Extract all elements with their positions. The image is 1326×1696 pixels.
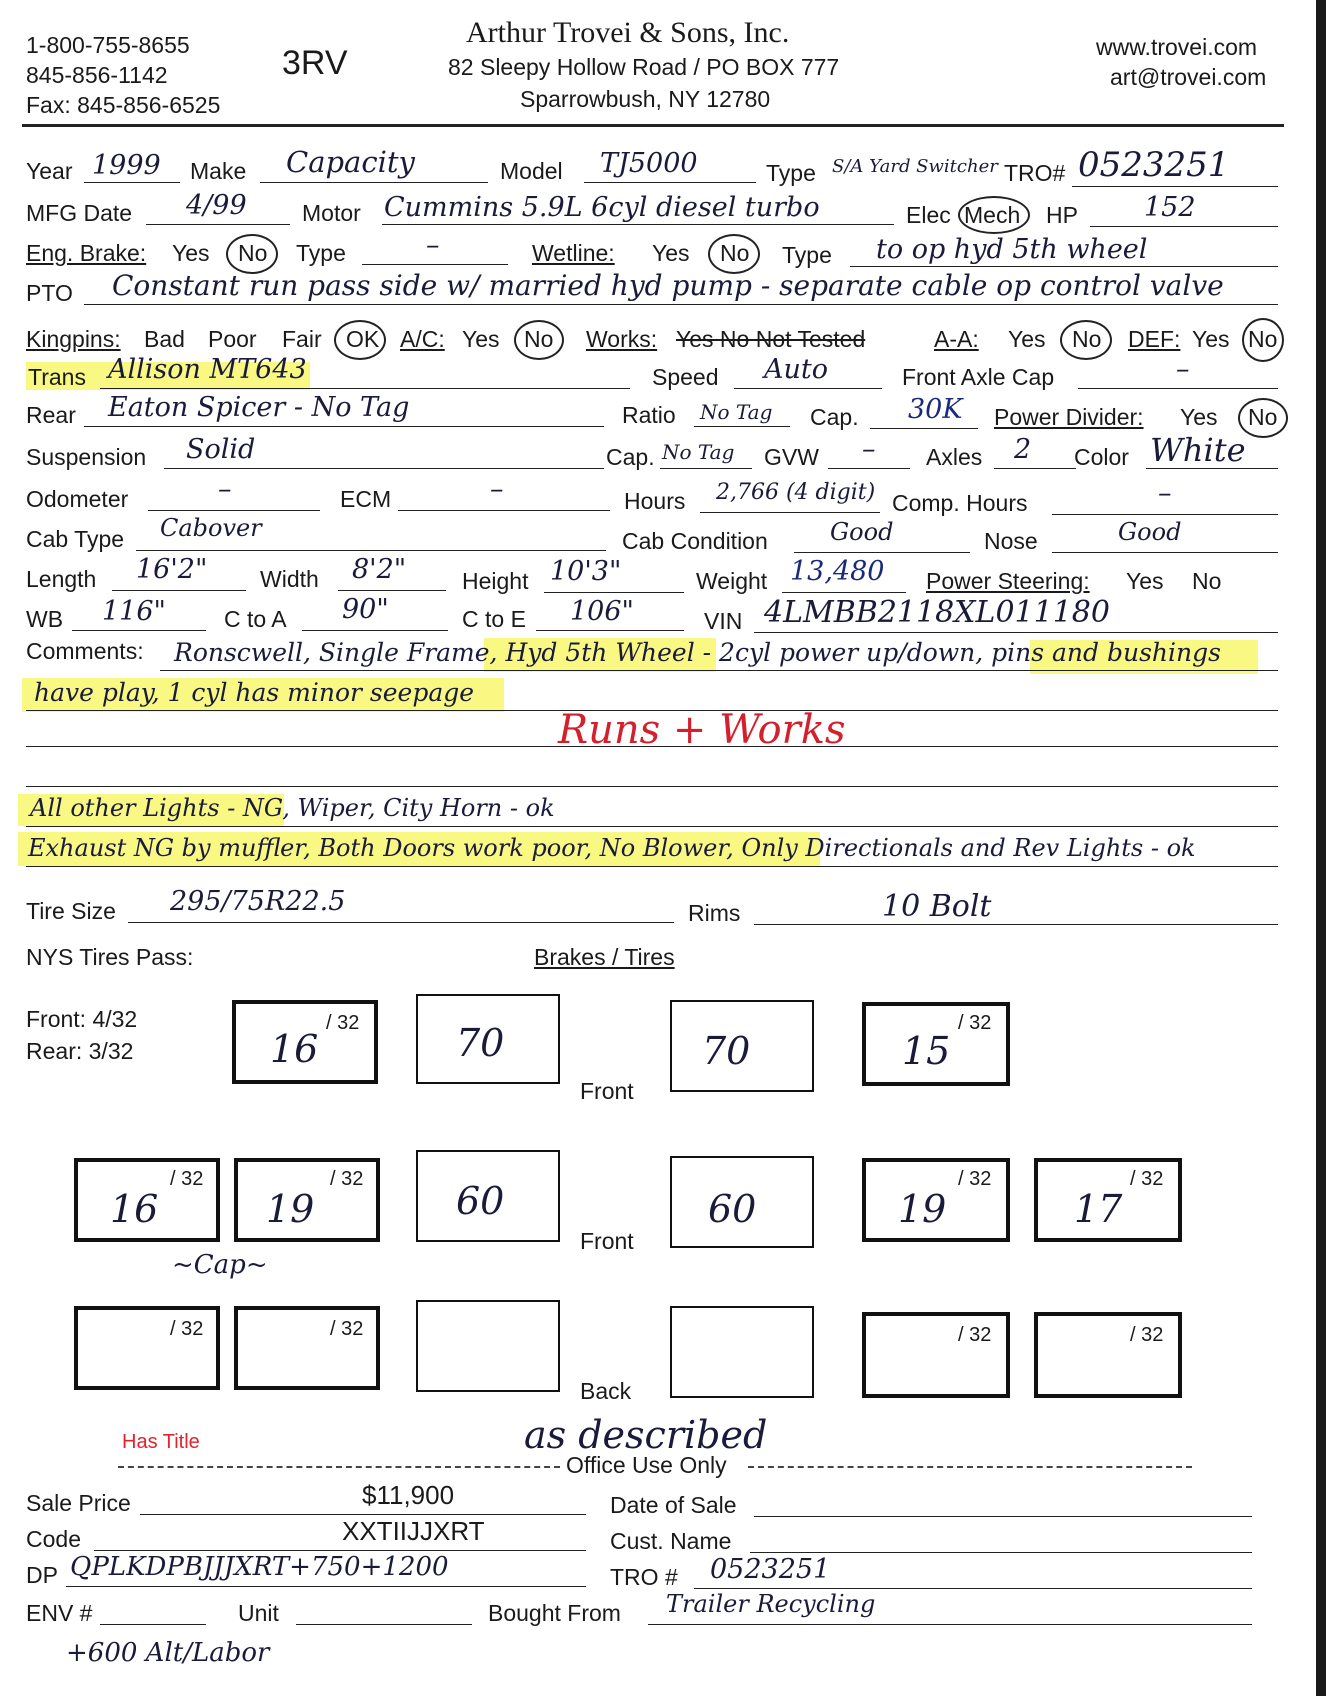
def-no: No [1248,326,1278,352]
value-eng-brake-type: – [426,230,440,261]
value-rear: Eaton Spicer - No Tag [108,392,410,423]
label-env: ENV # [26,1600,93,1626]
line-year [84,182,180,183]
line-rims [754,924,1278,925]
kingpins-bad: Bad [144,326,185,352]
label-model: Model [500,158,563,184]
value-length: 16'2" [136,554,208,585]
line-comment-1 [160,670,1278,671]
front-spec: Front: 4/32 [26,1006,138,1032]
comment-line-2: have play, 1 cyl has minor seepage [34,678,475,707]
line-tro-2 [694,1588,1252,1589]
label-weight: Weight [696,568,768,594]
value-year: 1999 [92,150,161,181]
per32-r1-c2: / 32 [958,1012,992,1034]
value-make: Capacity [286,145,415,179]
office-dash-left [118,1466,560,1468]
line-comment-6 [26,866,1278,867]
line-hp [1090,226,1278,227]
line-ratio [694,426,790,427]
comment-line-3: Runs + Works [558,707,846,753]
label-power-steering: Power Steering: [926,568,1090,594]
office-use-only: Office Use Only [566,1452,727,1478]
brake-value-r1-c2: 70 [702,1029,751,1073]
line-nose [1052,552,1278,553]
label-elec: Elec [906,202,951,228]
label-type: Type [766,160,816,186]
label-comments: Comments: [26,638,144,664]
line-length [112,590,246,591]
line-eng-brake-type [362,264,508,265]
line-rear [84,426,604,427]
line-tro [1072,186,1278,187]
line-env [100,1624,206,1625]
line-cap-2 [660,468,752,469]
value-code: XXTIIJJXRT [342,1516,485,1546]
label-wetline: Wetline: [532,240,615,266]
label-cab-condition: Cab Condition [622,528,768,554]
value-width: 8'2" [352,554,407,585]
line-weight [782,592,906,593]
power-steering-no: No [1192,568,1222,594]
email: art@trovei.com [1110,64,1267,90]
brake-value-r2-c2: 60 [708,1187,757,1231]
wetline-yes: Yes [652,240,690,266]
scan-edge [1316,0,1326,1696]
website: www.trovei.com [1096,34,1258,60]
phone-1: 1-800-755-8655 [26,32,190,58]
label-motor: Motor [302,200,361,226]
value-suspension: Solid [186,434,256,465]
line-dp [66,1586,586,1587]
label-dp: DP [26,1562,58,1588]
kingpins-poor: Poor [208,326,257,352]
line-vin [754,632,1278,633]
value-wetline-type: to op hyd 5th wheel [876,234,1148,265]
line-comment-5 [26,826,1278,827]
value-cab-type: Cabover [160,514,262,542]
line-odometer [148,510,320,511]
label-color: Color [1074,444,1129,470]
value-tire-size: 295/75R22.5 [170,886,346,917]
brake-box-r3-c2 [670,1306,814,1398]
value-c-to-e: 106" [570,596,634,627]
label-wetline-type: Type [782,242,832,268]
per32-r2-c1: / 32 [170,1168,204,1190]
wetline-no: No [720,240,750,266]
per32-r2-c2: / 32 [330,1168,364,1190]
line-cab-type [136,550,606,551]
label-eng-brake-type: Type [296,240,346,266]
line-hours [700,512,880,513]
value-motor: Cummins 5.9L 6cyl diesel turbo [384,192,820,223]
brake-box-r3-c1 [416,1300,560,1392]
value-speed: Auto [764,354,828,385]
comment-line-1: Ronscwell, Single Frame, Hyd 5th Wheel - 2cyl power up/down, pins and bushings [174,638,1221,667]
def-yes: Yes [1192,326,1230,352]
per32-r2-c4: / 32 [1130,1168,1164,1190]
value-model: TJ5000 [600,148,698,179]
label-nys-tires-pass: NYS Tires Pass: [26,944,194,970]
value-hp: 152 [1144,192,1196,223]
has-title-note: Has Title [122,1431,200,1453]
label-comp-hours: Comp. Hours [892,490,1028,516]
fax: Fax: 845-856-6525 [26,92,221,118]
office-dash-right [748,1466,1192,1468]
line-front-axle-cap [1078,388,1278,389]
line-suspension [164,468,604,469]
label-front-axle-cap: Front Axle Cap [902,364,1055,390]
comment-line-5: Exhaust NG by muffler, Both Doors work poor, No Blower, Only Directionals and Rev Lights - ok [28,834,1196,862]
label-back: Back [580,1378,632,1404]
value-sale-price: $11,900 [362,1480,455,1510]
line-cap [870,428,978,429]
value-wb: 116" [102,596,166,627]
label-rims: Rims [688,900,741,926]
eng-brake-no: No [238,240,268,266]
label-hours: Hours [624,488,686,514]
value-hours: 2,766 (4 digit) [716,480,876,505]
line-wb [72,630,206,631]
line-gvw [828,468,910,469]
per32-r3-c2: / 32 [330,1318,364,1340]
circle-ac-no [514,320,564,360]
label-kingpins: Kingpins: [26,326,121,352]
label-year: Year [26,158,73,184]
footer-note: +600 Alt/Labor [66,1638,270,1668]
label-pto: PTO [26,280,73,306]
label-power-divider: Power Divider: [994,404,1144,430]
label-unit: Unit [238,1600,279,1626]
value-ratio: No Tag [700,400,773,424]
value-tro: 0523251 [1078,145,1230,185]
label-mech: Mech [964,202,1021,228]
line-ecm [398,510,610,511]
line-sale-price [140,1514,586,1515]
line-comp-hours [1052,514,1278,515]
label-cust-name: Cust. Name [610,1528,732,1554]
tire-value-r2-c3: 19 [898,1187,947,1231]
label-bought-from: Bought From [488,1600,621,1626]
line-make [260,182,488,183]
line-code [94,1550,586,1551]
label-suspension: Suspension [26,444,147,470]
line-trans [100,388,630,389]
per32-r2-c3: / 32 [958,1168,992,1190]
value-bought-from: Trailer Recycling [666,1590,876,1618]
label-mfg-date: MFG Date [26,200,133,226]
line-width [338,590,446,591]
works-options: Yes No Not Tested [676,326,866,352]
circle-aa-no [1060,320,1112,360]
tire-value-r2-c4: 17 [1074,1187,1123,1231]
per32-r3-c3: / 32 [958,1324,992,1346]
kingpins-ok: OK [346,326,380,352]
value-trans: Allison MT643 [108,354,307,385]
tire-value-r1-c2: 15 [902,1029,951,1073]
label-hp: HP [1046,202,1078,228]
line-date-of-sale [754,1516,1252,1517]
label-cap-2: Cap. [606,444,655,470]
phone-2: 845-856-1142 [26,62,168,88]
value-cap: 30K [908,394,963,425]
label-c-to-e: C to E [462,606,526,632]
circle-mech [958,196,1030,234]
label-aa: A-A: [934,326,979,352]
label-axles: Axles [926,444,983,470]
line-pto [84,304,1278,305]
label-cap: Cap. [810,404,859,430]
value-cap-2: No Tag [662,440,735,464]
line-unit [296,1624,472,1625]
label-speed: Speed [652,364,719,390]
power-steering-yes: Yes [1126,568,1164,594]
label-width: Width [260,566,319,592]
line-motor [382,224,894,225]
line-comment-4 [26,786,1278,787]
label-vin: VIN [704,608,743,634]
line-cab-condition [794,552,970,553]
ac-yes: Yes [462,326,500,352]
label-trans: Trans [28,364,86,390]
line-speed [734,388,882,389]
label-ecm: ECM [340,486,392,512]
circle-kingpins-ok [334,320,386,360]
value-axles: 2 [1014,434,1032,465]
circle-def-no [1242,318,1284,362]
value-nose: Good [1118,518,1182,546]
line-model [584,182,756,183]
label-ratio: Ratio [622,402,676,428]
label-odometer: Odometer [26,486,129,512]
brake-value-r2-c1: 60 [456,1179,505,1223]
label-front-1: Front [580,1078,634,1104]
label-length: Length [26,566,97,592]
label-eng-brake: Eng. Brake: [26,240,147,266]
value-mfg-date: 4/99 [186,190,247,221]
label-tro-2: TRO # [610,1564,678,1590]
line-wetline-type [850,266,1278,267]
cap-note: ~Cap~ [172,1250,268,1280]
label-sale-price: Sale Price [26,1490,131,1516]
line-mfg-date [146,224,290,225]
value-weight: 13,480 [790,556,885,587]
label-def: DEF: [1128,326,1181,352]
label-gvw: GVW [764,444,819,470]
value-pto: Constant run pass side w/ married hyd pump - separate cable op control valve [112,269,1224,302]
label-rear: Rear [26,402,76,428]
label-height: Height [462,568,529,594]
value-odometer: – [218,474,232,505]
aa-yes: Yes [1008,326,1046,352]
address-line-2: Sparrowbush, NY 12780 [520,86,771,112]
brake-value-r1-c1: 70 [456,1021,505,1065]
power-divider-yes: Yes [1180,404,1218,430]
company-name: Arthur Trovei & Sons, Inc. [466,16,790,49]
rear-spec: Rear: 3/32 [26,1038,134,1064]
label-front-2: Front [580,1228,634,1254]
label-tire-size: Tire Size [26,898,116,924]
ac-no: No [524,326,554,352]
value-front-axle-cap: – [1176,354,1190,385]
line-cust-name [750,1552,1252,1553]
aa-no: No [1072,326,1102,352]
value-dp: QPLKDPBJJJXRT+750+1200 [70,1552,449,1582]
address-line-1: 82 Sleepy Hollow Road / PO BOX 777 [448,54,840,80]
tire-value-r1-c1: 16 [270,1027,319,1071]
comment-line-4: All other Lights - NG, Wiper, City Horn - ok [30,794,555,822]
line-c-to-e [536,630,684,631]
value-tro-2: 0523251 [710,1554,831,1585]
value-vin: 4LMBB2118XL011180 [764,595,1110,630]
label-works: Works: [586,326,658,352]
value-comp-hours: – [1158,478,1172,509]
kingpins-fair: Fair [282,326,322,352]
circle-eng-brake-no [226,234,278,274]
value-gvw: – [862,434,876,465]
line-height [544,592,684,593]
circle-wetline-no [708,234,760,274]
label-wb: WB [26,606,64,632]
label-date-of-sale: Date of Sale [610,1492,737,1518]
eng-brake-yes: Yes [172,240,210,266]
value-c-to-a: 90" [342,594,389,625]
per32-r1-c1: / 32 [326,1012,360,1034]
value-type: S/A Yard Switcher [832,156,998,177]
per32-r3-c4: / 32 [1130,1324,1164,1346]
label-ac: A/C: [400,326,445,352]
line-c-to-a [302,630,448,631]
as-described-note: as described [524,1413,768,1457]
label-c-to-a: C to A [224,606,287,632]
line-tire-size [128,922,674,923]
value-ecm: – [490,474,504,505]
label-code: Code [26,1526,81,1552]
label-cab-type: Cab Type [26,526,125,552]
label-make: Make [190,158,247,184]
tire-value-r2-c2: 19 [266,1187,315,1231]
line-axles [994,468,1076,469]
value-rims: 10 Bolt [882,889,992,924]
value-cab-condition: Good [830,518,894,546]
line-bought-from [648,1624,1252,1625]
form-code: 3RV [282,44,348,82]
value-color: White [1150,431,1246,469]
label-nose: Nose [984,528,1038,554]
tire-value-r2-c1: 16 [110,1187,159,1231]
label-tro: TRO# [1004,160,1066,186]
value-height: 10'3" [550,556,622,587]
per32-r3-c1: / 32 [170,1318,204,1340]
label-brakes-tires: Brakes / Tires [534,944,675,970]
power-divider-no: No [1248,404,1278,430]
header-rule [22,124,1284,127]
